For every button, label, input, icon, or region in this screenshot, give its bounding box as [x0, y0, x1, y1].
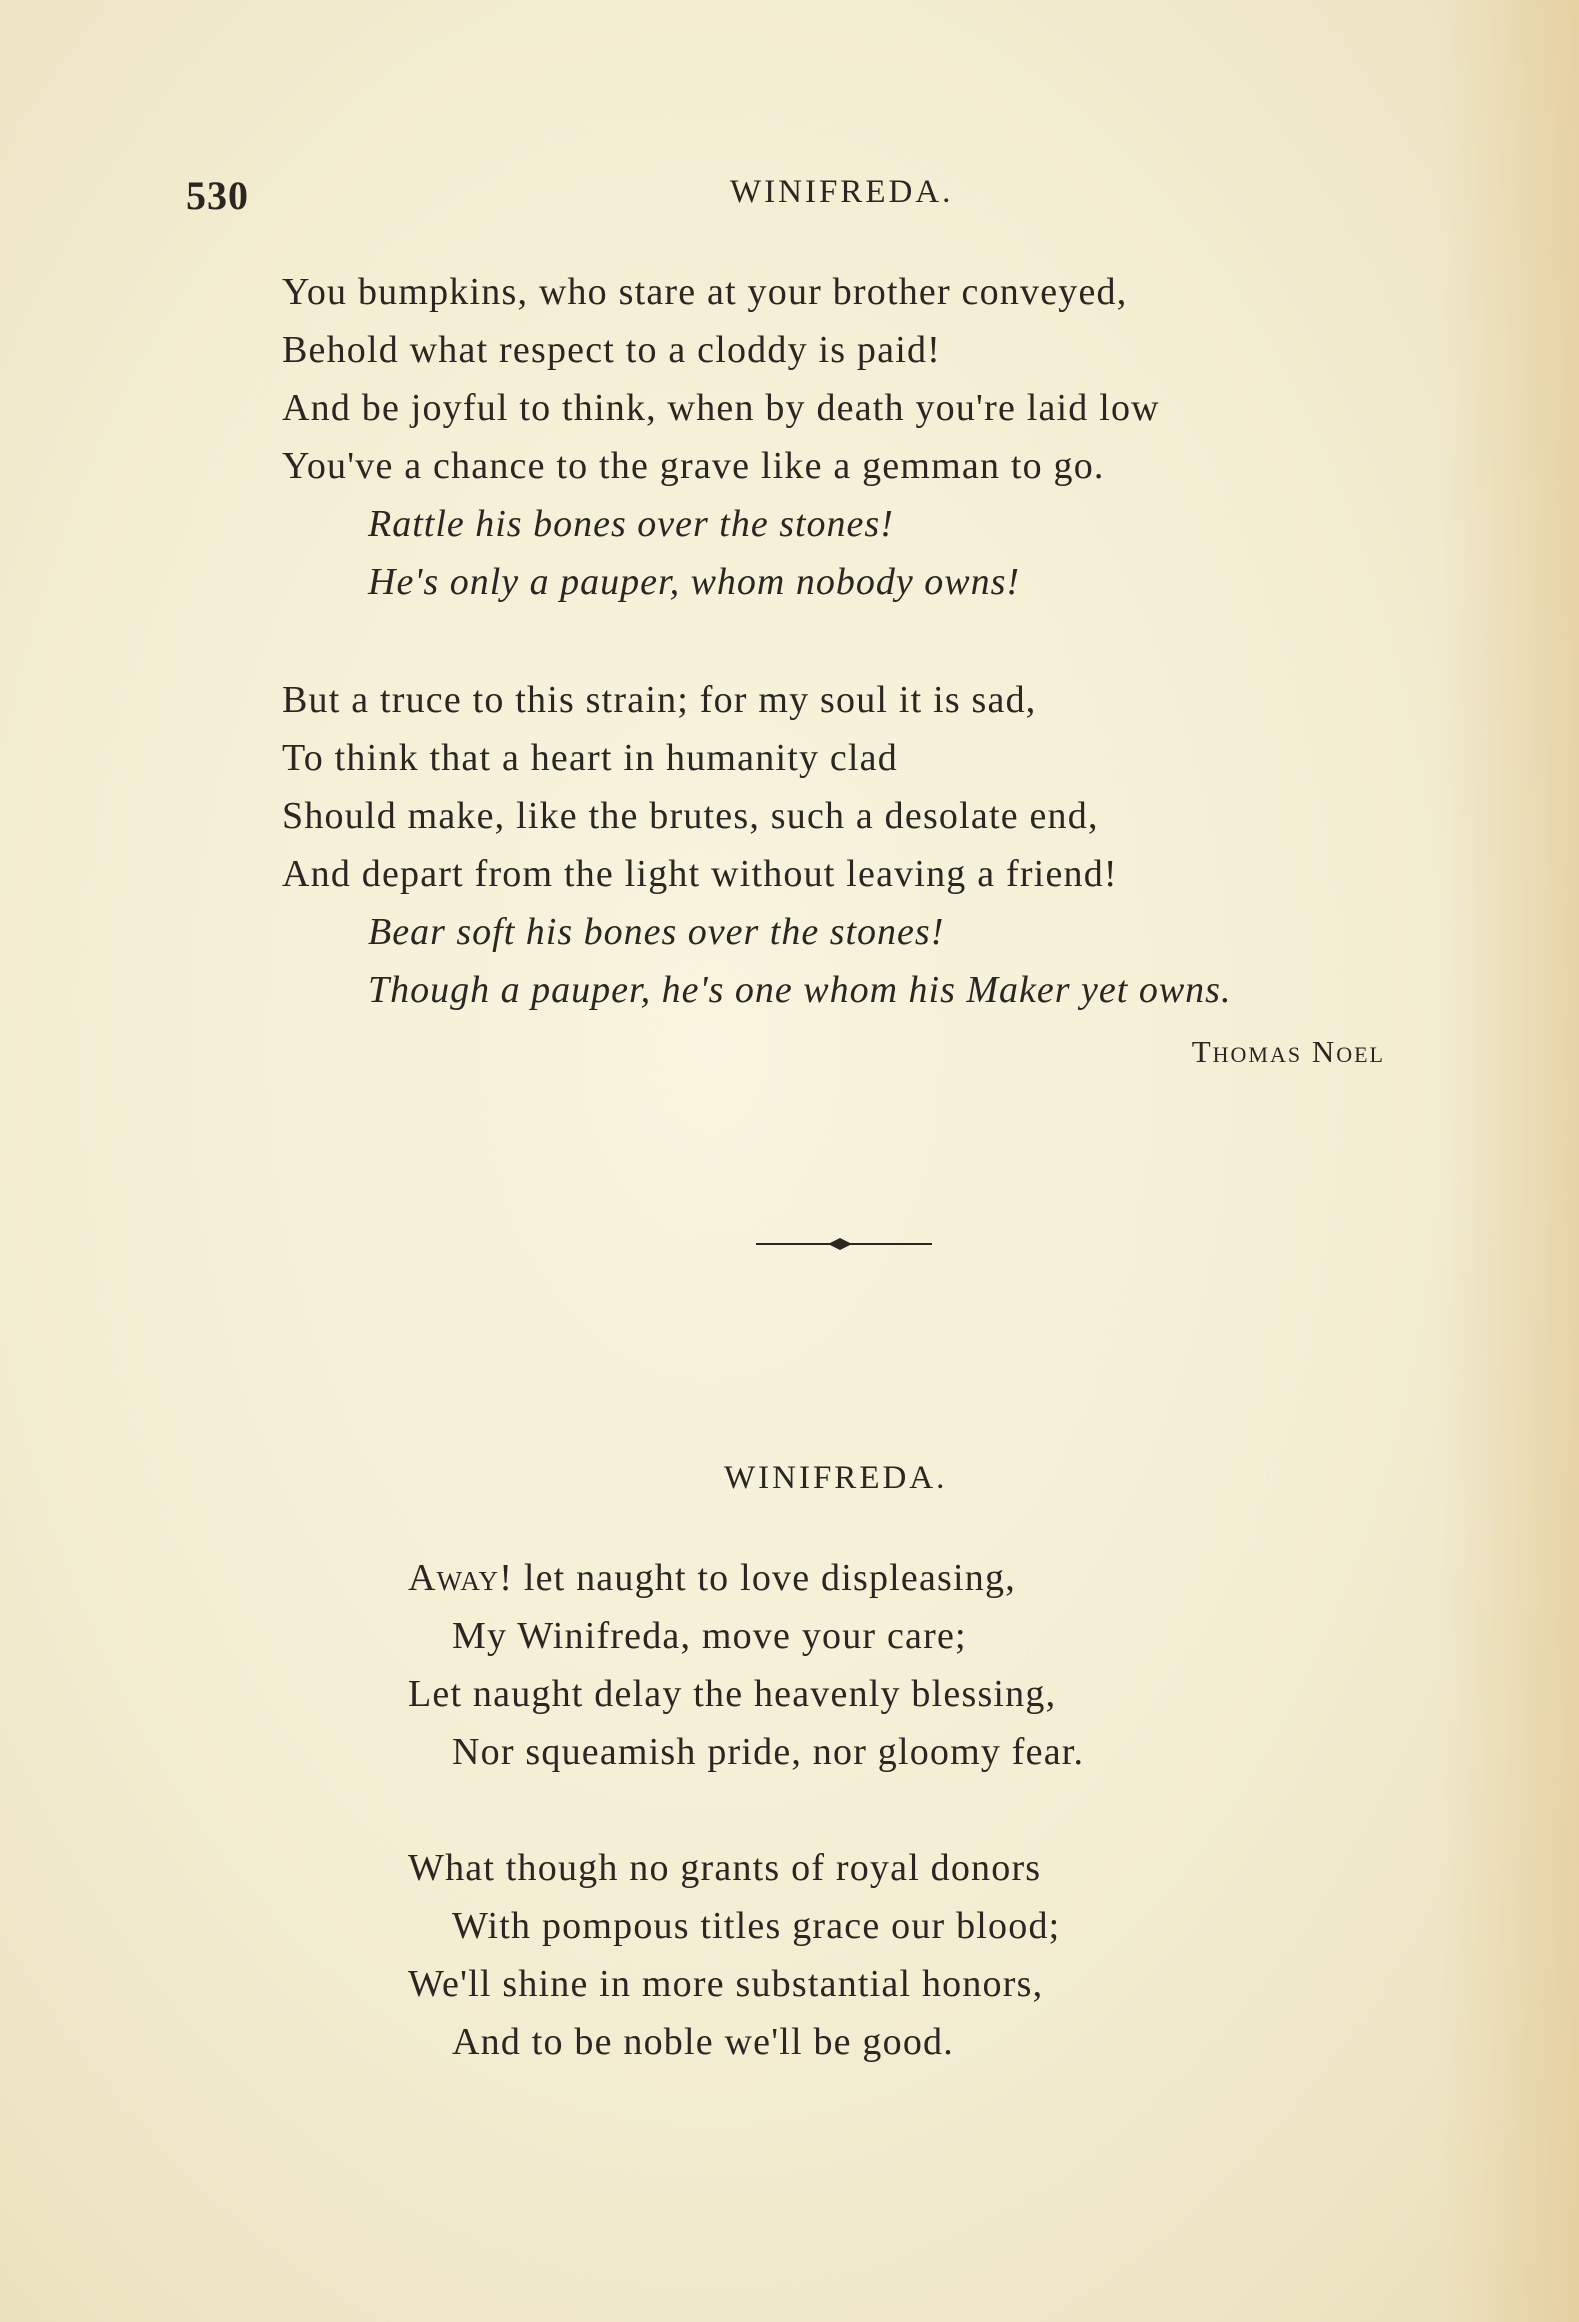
running-title: WINIFREDA. — [730, 174, 954, 210]
verse-line: Should make, like the brutes, such a desolate end, — [282, 795, 1099, 837]
page-number: 530 — [186, 173, 249, 218]
verse-line: Let naught delay the heavenly blessing, — [408, 1673, 1057, 1715]
refrain-line: Though a pauper, he's one whom his Maker yet owns. — [368, 969, 1232, 1011]
verse-line: Behold what respect to a cloddy is paid! — [282, 329, 942, 371]
verse-line: You bumpkins, who stare at your brother conveyed, — [282, 271, 1128, 313]
verse-line: We'll shine in more substantial honors, — [408, 1963, 1044, 2005]
refrain-line: He's only a pauper, whom nobody owns! — [368, 561, 1021, 603]
verse-line-rest: ! let naught to love displeasing, — [499, 1557, 1016, 1599]
verse-line: And depart from the light without leaving a friend! — [282, 853, 1118, 895]
ornamental-divider — [756, 1234, 932, 1254]
verse-line: To think that a heart in humanity clad — [282, 737, 898, 779]
verse-line: My Winifreda, move your care; — [452, 1615, 967, 1657]
verse-line: What though no grants of royal donors — [408, 1847, 1042, 1889]
refrain-line: Bear soft his bones over the stones! — [368, 911, 945, 953]
verse-line: And be joyful to think, when by death you're laid low — [282, 387, 1160, 429]
refrain-line: Rattle his bones over the stones! — [368, 503, 894, 545]
drop-word: Away — [408, 1557, 500, 1599]
page-edge-shadow — [1439, 0, 1579, 2322]
verse-line: With pompous titles grace our blood; — [452, 1905, 1061, 1947]
verse-line: Nor squeamish pride, nor gloomy fear. — [452, 1731, 1085, 1773]
author-signature: Thomas Noel — [1191, 1034, 1385, 1069]
verse-line: You've a chance to the grave like a gemman to go. — [282, 445, 1105, 487]
verse-line — [408, 1556, 1016, 1600]
verse-line: And to be noble we'll be good. — [452, 2021, 954, 2063]
poem-title: WINIFREDA. — [724, 1460, 948, 1496]
verse-line: But a truce to this strain; for my soul it is sad, — [282, 679, 1037, 721]
